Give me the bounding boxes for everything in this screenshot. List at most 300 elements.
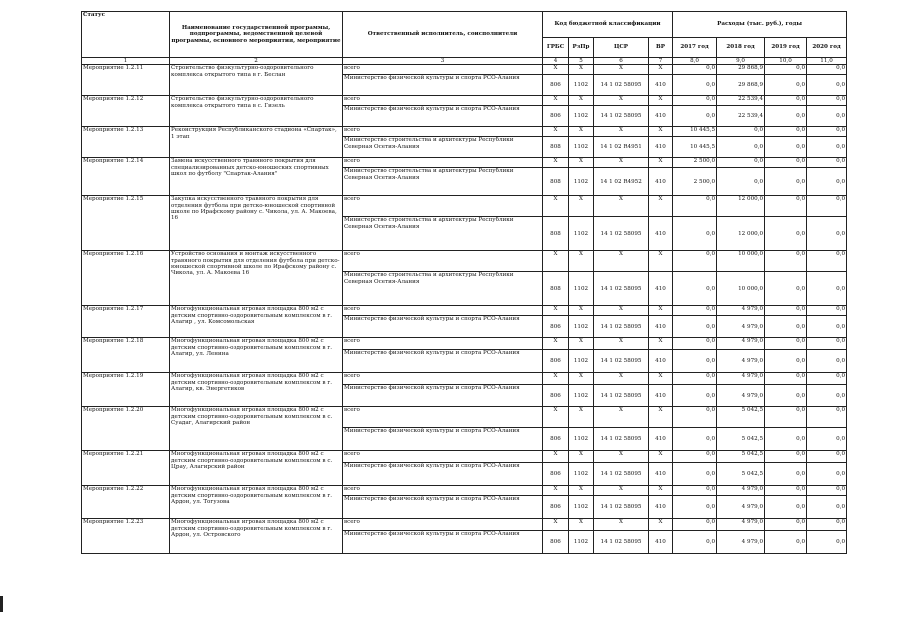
rzpr-cell: Х	[569, 306, 594, 316]
expense-2018-cell: 4 979,0	[717, 496, 765, 519]
csr-cell: Х	[594, 451, 649, 463]
grbs-cell: 806	[543, 316, 569, 338]
grbs-cell: 806	[543, 463, 569, 486]
expense-2017-cell: 0,0	[673, 65, 717, 75]
status-cell: Мероприятие 1.2.16	[82, 251, 170, 306]
status-cell: Мероприятие 1.2.13	[82, 127, 170, 158]
executor-cell: Министерство физической культуры и спорта РСО-Алания	[343, 75, 543, 96]
expense-2019-cell: 0,0	[765, 486, 807, 496]
expense-2020-cell: 0,0	[807, 106, 847, 127]
grbs-cell: Х	[543, 486, 569, 496]
grbs-cell: 806	[543, 106, 569, 127]
rzpr-cell: Х	[569, 451, 594, 463]
expense-2017-cell: 0,0	[673, 373, 717, 385]
expense-2019-cell: 0,0	[765, 158, 807, 168]
csr-cell: Х	[594, 96, 649, 106]
table-row	[82, 407, 847, 428]
expense-2018-cell: 0,0	[717, 127, 765, 137]
expense-2020-cell: 0,0	[807, 531, 847, 554]
csr-cell: Х	[594, 158, 649, 168]
expense-2019-cell: 0,0	[765, 373, 807, 385]
table-row	[82, 338, 847, 350]
expense-2020-cell: 0,0	[807, 407, 847, 428]
vr-cell: 410	[649, 272, 673, 306]
expense-2018-cell: 4 979,0	[717, 306, 765, 316]
expense-2020-cell: 0,0	[807, 373, 847, 385]
table-row	[82, 373, 847, 385]
expense-2019-cell: 0,0	[765, 272, 807, 306]
measure-name-cell: Устройство основания и монтаж искусственного травяного покрытия для отделения футбола при детско-юношеской спортивной школе по Ирафскому району с. Чикола, ул. А. Макоева 16	[170, 251, 343, 306]
expense-2017-cell: 0,0	[673, 531, 717, 554]
column-number: 5	[569, 58, 594, 65]
rzpr-cell: 1102	[569, 428, 594, 451]
expense-2017-cell: 0,0	[673, 385, 717, 407]
vr-cell: 410	[649, 316, 673, 338]
expense-2020-cell: 0,0	[807, 350, 847, 373]
status-cell: Мероприятие 1.2.22	[82, 486, 170, 519]
rzpr-cell: Х	[569, 96, 594, 106]
grbs-cell: Х	[543, 65, 569, 75]
table-header	[82, 12, 847, 65]
grbs-cell: Х	[543, 373, 569, 385]
expense-2017-cell: 0,0	[673, 217, 717, 251]
grbs-cell: 808	[543, 217, 569, 251]
vr-cell: Х	[649, 451, 673, 463]
rzpr-cell: 1102	[569, 75, 594, 96]
column-number: 7	[649, 58, 673, 65]
expense-2018-cell: 4 979,0	[717, 373, 765, 385]
expense-2017-cell: 0,0	[673, 106, 717, 127]
expense-2017-cell: 0,0	[673, 350, 717, 373]
vr-cell: Х	[649, 65, 673, 75]
executor-cell: всего	[343, 127, 543, 137]
table-row	[82, 251, 847, 272]
expense-2020-cell: 0,0	[807, 158, 847, 168]
expense-2018-cell: 4 979,0	[717, 519, 765, 531]
executor-cell: всего	[343, 407, 543, 428]
grbs-cell: Х	[543, 127, 569, 137]
expense-2020-cell: 0,0	[807, 428, 847, 451]
vr-cell: 410	[649, 217, 673, 251]
executor-cell: Министерство строительства и архитектуры Республики Северная Осетия-Алания	[343, 168, 543, 196]
expense-2018-cell: 0,0	[717, 137, 765, 158]
csr-cell: 14 1 02 58095	[594, 272, 649, 306]
expense-2017-cell: 0,0	[673, 486, 717, 496]
grbs-cell: 808	[543, 168, 569, 196]
csr-cell: 14 1 02 58095	[594, 428, 649, 451]
expense-2017-cell: 0,0	[673, 428, 717, 451]
expense-2019-cell: 0,0	[765, 428, 807, 451]
csr-cell: 14 1 02 58095	[594, 463, 649, 486]
status-cell: Мероприятие 1.2.23	[82, 519, 170, 554]
expense-2020-cell: 0,0	[807, 137, 847, 158]
expense-2019-cell: 0,0	[765, 350, 807, 373]
expense-2019-cell: 0,0	[765, 306, 807, 316]
executor-cell: всего	[343, 519, 543, 531]
rzpr-cell: 1102	[569, 272, 594, 306]
vr-cell: 410	[649, 428, 673, 451]
status-cell: Мероприятие 1.2.21	[82, 451, 170, 486]
expense-2017-cell: 0,0	[673, 75, 717, 96]
expense-2020-cell: 0,0	[807, 306, 847, 316]
rzpr-cell: Х	[569, 486, 594, 496]
expense-2018-cell: 0,0	[717, 168, 765, 196]
csr-cell: 14 1 02 58095	[594, 531, 649, 554]
executor-cell: всего	[343, 306, 543, 316]
measure-name-cell: Многофункциональная игровая площадка 800 м2 с детским спортивно-оздоровительным комплексом в г. Ардон, ул. Тогузова	[170, 486, 343, 519]
csr-cell: Х	[594, 486, 649, 496]
grbs-cell: 808	[543, 272, 569, 306]
expense-2019-cell: 0,0	[765, 75, 807, 96]
column-number: 9,0	[717, 58, 765, 65]
header-year-2018: 2018 год	[717, 38, 765, 58]
expense-2020-cell: 0,0	[807, 96, 847, 106]
grbs-cell: 806	[543, 350, 569, 373]
csr-cell: 14 1 02 58095	[594, 350, 649, 373]
table-row	[82, 96, 847, 106]
vr-cell: 410	[649, 106, 673, 127]
vr-cell: 410	[649, 75, 673, 96]
column-number-row	[82, 58, 847, 65]
vr-cell: Х	[649, 373, 673, 385]
expense-2020-cell: 0,0	[807, 486, 847, 496]
rzpr-cell: 1102	[569, 217, 594, 251]
column-number: 11,0	[807, 58, 847, 65]
measure-name-cell: Многофункциональная игровая площадка 800 м2 с детским спортивно-оздоровительным комплексом в г. Алагир , ул. Комсомольская	[170, 306, 343, 338]
measure-name-cell: Строительство физкультурно-оздоровительного комплекса открытого типа в с. Гизель	[170, 96, 343, 127]
expense-2017-cell: 0,0	[673, 251, 717, 272]
expense-2017-cell: 0,0	[673, 496, 717, 519]
expense-2020-cell: 0,0	[807, 272, 847, 306]
expense-2019-cell: 0,0	[765, 65, 807, 75]
vr-cell: Х	[649, 127, 673, 137]
header-name: Наименование государственной программы, подпрограммы, ведомственной целевой программы, основного мероприятия, мероприятие	[170, 12, 343, 58]
header-budget-code: Код бюджетной классификации	[543, 12, 673, 38]
executor-cell: Министерство физической культуры и спорта РСО-Алания	[343, 106, 543, 127]
expense-2020-cell: 0,0	[807, 463, 847, 486]
grbs-cell: Х	[543, 338, 569, 350]
vr-cell: 410	[649, 531, 673, 554]
vr-cell: Х	[649, 306, 673, 316]
expense-2017-cell: 0,0	[673, 407, 717, 428]
grbs-cell: Х	[543, 251, 569, 272]
csr-cell: Х	[594, 519, 649, 531]
expense-2017-cell: 0,0	[673, 338, 717, 350]
expense-2019-cell: 0,0	[765, 96, 807, 106]
expense-2019-cell: 0,0	[765, 451, 807, 463]
column-number: 2	[170, 58, 343, 65]
vr-cell: 410	[649, 496, 673, 519]
expense-2019-cell: 0,0	[765, 496, 807, 519]
vr-cell: 410	[649, 385, 673, 407]
expense-2017-cell: 0,0	[673, 272, 717, 306]
expense-2017-cell: 0,0	[673, 463, 717, 486]
measure-name-cell: Многофункциональная игровая площадка 800 м2 с детским спортивно-оздоровительным комплексом в г. Алагир, ул. Ленина	[170, 338, 343, 373]
status-cell: Мероприятие 1.2.11	[82, 65, 170, 96]
expense-2018-cell: 4 979,0	[717, 486, 765, 496]
expense-2019-cell: 0,0	[765, 463, 807, 486]
rzpr-cell: Х	[569, 158, 594, 168]
rzpr-cell: 1102	[569, 137, 594, 158]
expense-2020-cell: 0,0	[807, 385, 847, 407]
rzpr-cell: Х	[569, 127, 594, 137]
expense-2019-cell: 0,0	[765, 531, 807, 554]
status-cell: Мероприятие 1.2.20	[82, 407, 170, 451]
grbs-cell: Х	[543, 306, 569, 316]
status-cell: Мероприятие 1.2.17	[82, 306, 170, 338]
measure-name-cell: Многофункциональная игровая площадка 800 м2 с детским спортивно-оздоровительным комплексом в с. Црау, Алагирский район	[170, 451, 343, 486]
expense-2017-cell: 0,0	[673, 96, 717, 106]
expense-2018-cell: 5 042,5	[717, 428, 765, 451]
expense-2019-cell: 0,0	[765, 407, 807, 428]
measure-name-cell: Закупка искусственного травяного покрытия для отделения футбола при детско-юношеской спортивной школе по Ирафскому району с. Чикола, ул. А. Макоева, 16	[170, 196, 343, 251]
expense-2018-cell: 5 042,5	[717, 463, 765, 486]
table-row	[82, 306, 847, 316]
csr-cell: Х	[594, 306, 649, 316]
executor-cell: всего	[343, 158, 543, 168]
expense-2020-cell: 0,0	[807, 168, 847, 196]
vr-cell: Х	[649, 486, 673, 496]
expense-2018-cell: 29 868,9	[717, 75, 765, 96]
header-year-2020: 2020 год	[807, 38, 847, 58]
rzpr-cell: 1102	[569, 316, 594, 338]
vr-cell: Х	[649, 251, 673, 272]
header-status: Статус	[82, 12, 170, 58]
measure-name-cell: Замена искусственного травяного покрытия для специализированных детско-юношеских спортивных школ по футболу "Спартак-Алания"	[170, 158, 343, 196]
expense-2020-cell: 0,0	[807, 338, 847, 350]
status-cell: Мероприятие 1.2.15	[82, 196, 170, 251]
header-csr: ЦСР	[594, 38, 649, 58]
table-row	[82, 519, 847, 531]
expense-2019-cell: 0,0	[765, 251, 807, 272]
grbs-cell: 806	[543, 428, 569, 451]
rzpr-cell: Х	[569, 373, 594, 385]
executor-cell: всего	[343, 196, 543, 217]
grbs-cell: Х	[543, 451, 569, 463]
expense-2017-cell: 0,0	[673, 519, 717, 531]
csr-cell: 14 1 02 R4952	[594, 168, 649, 196]
expense-2019-cell: 0,0	[765, 127, 807, 137]
executor-cell: Министерство физической культуры и спорта РСО-Алания	[343, 316, 543, 338]
executor-cell: Министерство строительства и архитектуры Республики Северная Осетия-Алания	[343, 272, 543, 306]
executor-cell: всего	[343, 65, 543, 75]
rzpr-cell: 1102	[569, 106, 594, 127]
grbs-cell: Х	[543, 519, 569, 531]
executor-cell: Министерство строительства и архитектуры Республики Северная Осетия-Алания	[343, 137, 543, 158]
status-cell: Мероприятие 1.2.19	[82, 373, 170, 407]
header-rzpr: РзПр	[569, 38, 594, 58]
rzpr-cell: 1102	[569, 463, 594, 486]
status-cell: Мероприятие 1.2.14	[82, 158, 170, 196]
expense-2018-cell: 4 979,0	[717, 350, 765, 373]
expense-2019-cell: 0,0	[765, 217, 807, 251]
header-grbs: ГРБС	[543, 38, 569, 58]
expense-2018-cell: 4 979,0	[717, 338, 765, 350]
csr-cell: 14 1 02 58095	[594, 316, 649, 338]
expense-2019-cell: 0,0	[765, 338, 807, 350]
expense-2019-cell: 0,0	[765, 106, 807, 127]
csr-cell: 14 1 02 58095	[594, 217, 649, 251]
executor-cell: всего	[343, 486, 543, 496]
grbs-cell: 806	[543, 75, 569, 96]
expense-2020-cell: 0,0	[807, 196, 847, 217]
csr-cell: Х	[594, 196, 649, 217]
column-number: 10,0	[765, 58, 807, 65]
header-executor: Ответственный исполнитель, соисполнители	[343, 12, 543, 58]
expense-2018-cell: 22 539,4	[717, 96, 765, 106]
rzpr-cell: Х	[569, 338, 594, 350]
vr-cell: Х	[649, 96, 673, 106]
expense-2020-cell: 0,0	[807, 75, 847, 96]
grbs-cell: 806	[543, 531, 569, 554]
table-row	[82, 127, 847, 137]
expense-2017-cell: 0,0	[673, 306, 717, 316]
expense-2018-cell: 0,0	[717, 158, 765, 168]
executor-cell: Министерство физической культуры и спорта РСО-Алания	[343, 428, 543, 451]
rzpr-cell: 1102	[569, 496, 594, 519]
table-row	[82, 486, 847, 496]
grbs-cell: Х	[543, 158, 569, 168]
table-row	[82, 158, 847, 168]
expense-2017-cell: 0,0	[673, 451, 717, 463]
rzpr-cell: Х	[569, 407, 594, 428]
csr-cell: 14 1 02 58095	[594, 385, 649, 407]
rzpr-cell: 1102	[569, 385, 594, 407]
grbs-cell: 806	[543, 496, 569, 519]
expense-2018-cell: 5 042,5	[717, 407, 765, 428]
expense-2019-cell: 0,0	[765, 196, 807, 217]
expense-2018-cell: 5 042,5	[717, 451, 765, 463]
executor-cell: Министерство физической культуры и спорта РСО-Алания	[343, 531, 543, 554]
expense-2017-cell: 2 500,0	[673, 158, 717, 168]
csr-cell: Х	[594, 338, 649, 350]
executor-cell: Министерство физической культуры и спорта РСО-Алания	[343, 385, 543, 407]
grbs-cell: 808	[543, 137, 569, 158]
executor-cell: всего	[343, 251, 543, 272]
rzpr-cell: Х	[569, 65, 594, 75]
column-number: 3	[343, 58, 543, 65]
header-vr: ВР	[649, 38, 673, 58]
csr-cell: Х	[594, 251, 649, 272]
csr-cell: 14 1 02 58095	[594, 75, 649, 96]
measure-name-cell: Многофункциональная игровая площадка 800 м2 с детским спортивно-оздоровительным комплексом в г. Ардон, ул. Островского	[170, 519, 343, 554]
vr-cell: 410	[649, 137, 673, 158]
expense-2018-cell: 10 000,0	[717, 251, 765, 272]
expense-2020-cell: 0,0	[807, 251, 847, 272]
vr-cell: 410	[649, 463, 673, 486]
vr-cell: 410	[649, 168, 673, 196]
expense-2020-cell: 0,0	[807, 127, 847, 137]
table-body	[82, 65, 847, 554]
header-year-2019: 2019 год	[765, 38, 807, 58]
executor-cell: Министерство строительства и архитектуры Республики Северная Осетия-Алания	[343, 217, 543, 251]
expense-2020-cell: 0,0	[807, 316, 847, 338]
measure-name-cell: Реконструкция Республиканского стадиона «Спартак», 1 этап	[170, 127, 343, 158]
expense-2018-cell: 4 979,0	[717, 385, 765, 407]
table-row	[82, 451, 847, 463]
rzpr-cell: Х	[569, 196, 594, 217]
vr-cell: 410	[649, 350, 673, 373]
expense-2018-cell: 4 979,0	[717, 531, 765, 554]
csr-cell: Х	[594, 127, 649, 137]
grbs-cell: Х	[543, 196, 569, 217]
expense-2017-cell: 10 445,5	[673, 137, 717, 158]
csr-cell: Х	[594, 65, 649, 75]
measure-name-cell: Многофункциональная игровая площадка 800 м2 с детским спортивно-оздоровительным комплексом в с. Суадаг, Алагирский район	[170, 407, 343, 451]
csr-cell: 14 1 02 58095	[594, 496, 649, 519]
expense-2019-cell: 0,0	[765, 137, 807, 158]
status-cell: Мероприятие 1.2.12	[82, 96, 170, 127]
expense-2017-cell: 0,0	[673, 196, 717, 217]
expense-2018-cell: 4 979,0	[717, 316, 765, 338]
measure-name-cell: Строительство физкультурно-оздоровительного комплекса открытого типа в г. Беслан	[170, 65, 343, 96]
header-expenses: Расходы (тыс. руб.), годы	[673, 12, 847, 38]
budget-table	[81, 11, 847, 554]
executor-cell: Министерство физической культуры и спорта РСО-Алания	[343, 496, 543, 519]
rzpr-cell: 1102	[569, 168, 594, 196]
grbs-cell: Х	[543, 407, 569, 428]
executor-cell: всего	[343, 373, 543, 385]
table-row	[82, 65, 847, 75]
expense-2018-cell: 29 868,9	[717, 65, 765, 75]
grbs-cell: Х	[543, 96, 569, 106]
expense-2017-cell: 10 445,5	[673, 127, 717, 137]
vr-cell: Х	[649, 519, 673, 531]
csr-cell: Х	[594, 373, 649, 385]
executor-cell: Министерство физической культуры и спорта РСО-Алания	[343, 463, 543, 486]
executor-cell: всего	[343, 96, 543, 106]
expense-2020-cell: 0,0	[807, 519, 847, 531]
expense-2017-cell: 2 500,0	[673, 168, 717, 196]
executor-cell: всего	[343, 451, 543, 463]
expense-2020-cell: 0,0	[807, 217, 847, 251]
csr-cell: 14 1 02 R4951	[594, 137, 649, 158]
expense-2020-cell: 0,0	[807, 65, 847, 75]
expense-2019-cell: 0,0	[765, 385, 807, 407]
expense-2018-cell: 12 000,0	[717, 196, 765, 217]
expense-2020-cell: 0,0	[807, 496, 847, 519]
rzpr-cell: Х	[569, 251, 594, 272]
expense-2020-cell: 0,0	[807, 451, 847, 463]
rzpr-cell: Х	[569, 519, 594, 531]
expense-2018-cell: 12 000,0	[717, 217, 765, 251]
expense-2019-cell: 0,0	[765, 316, 807, 338]
vr-cell: Х	[649, 407, 673, 428]
header-year-2017: 2017 год	[673, 38, 717, 58]
column-number: 1	[82, 58, 170, 65]
expense-2019-cell: 0,0	[765, 168, 807, 196]
expense-2017-cell: 0,0	[673, 316, 717, 338]
status-cell: Мероприятие 1.2.18	[82, 338, 170, 373]
vr-cell: Х	[649, 338, 673, 350]
expense-2019-cell: 0,0	[765, 519, 807, 531]
rzpr-cell: 1102	[569, 531, 594, 554]
csr-cell: Х	[594, 407, 649, 428]
expense-2018-cell: 10 000,0	[717, 272, 765, 306]
column-number: 4	[543, 58, 569, 65]
executor-cell: всего	[343, 338, 543, 350]
csr-cell: 14 1 02 58095	[594, 106, 649, 127]
column-number: 8,0	[673, 58, 717, 65]
vr-cell: Х	[649, 196, 673, 217]
column-number: 6	[594, 58, 649, 65]
table-row	[82, 196, 847, 217]
measure-name-cell: Многофункциональная игровая площадка 800 м2 с детским спортивно-оздоровительным комплексом в г. Алагир, кв. Энергетиков	[170, 373, 343, 407]
scan-edge-mark	[0, 596, 3, 612]
grbs-cell: 806	[543, 385, 569, 407]
expense-2018-cell: 22 539,4	[717, 106, 765, 127]
executor-cell: Министерство физической культуры и спорта РСО-Алания	[343, 350, 543, 373]
